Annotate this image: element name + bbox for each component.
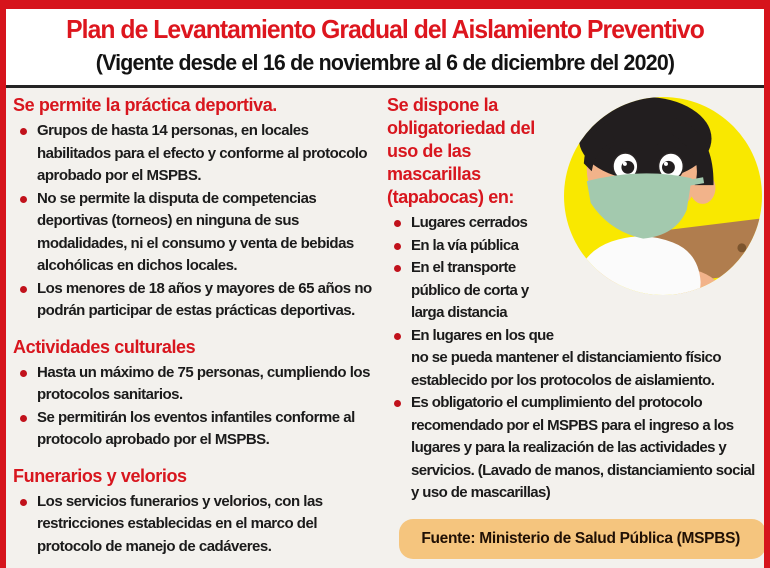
page-title: Plan de Levantamiento Gradual del Aislamiento Preventivo [66, 14, 704, 44]
list-item-text: Lugares cerrados [411, 214, 528, 231]
bullet-icon [20, 370, 27, 377]
bullet-icon [20, 415, 27, 422]
list-item [13, 407, 379, 452]
list-item [13, 120, 379, 188]
list-item-text: Los menores de 18 años y mayores de 65 años no podrán participar de estas prácticas deportivas. [37, 279, 372, 319]
header [0, 0, 770, 82]
bullet-icon [20, 196, 27, 203]
bullet-icon [20, 499, 27, 506]
bullet-list-mascarillas [387, 212, 762, 505]
left-red-bar [0, 0, 6, 568]
list-item-text: Hasta un máximo de 75 personas, cumpliendo los protocolos sanitarios. [37, 363, 370, 403]
list-item [13, 491, 379, 559]
top-red-bar [0, 0, 770, 9]
right-column [387, 92, 762, 568]
bullet-icon [394, 220, 401, 227]
bullet-icon [394, 265, 401, 272]
bullet-icon [20, 286, 27, 293]
content [0, 88, 770, 568]
list-item-text: Los servicios funerarios y velorios, con las restricciones establecidas en el marco del protocolo de manejo de cadáveres. [37, 492, 323, 555]
section-heading-culturales: Actividades culturales [13, 336, 196, 357]
list-item [387, 325, 762, 393]
bullet-icon [394, 333, 401, 340]
page-subtitle: (Vigente desde el 16 de noviembre al 6 de diciembre del 2020) [95, 50, 675, 75]
list-item-text: Es obligatorio el cumplimiento del protocolo recomendado por el MSPBS para el ingreso a los lugares y para la realización de las actividades y servicios. (Lavado de manos, distanciamiento social y uso de mascarillas) [411, 394, 755, 501]
section-heading-deportes: Se permite la práctica deportiva. [13, 95, 277, 115]
list-item-text: En la vía pública [411, 236, 519, 254]
section-heading-funerarios: Funerarios y velorios [13, 465, 187, 486]
list-item-text: En lugares en los que no se pueda mantener el distanciamiento físico establecido por los protocolos de aislamiento. [411, 326, 721, 389]
list-item-text: En el transporte público de corta y larga distancia [411, 259, 529, 321]
list-item-text: No se permite la disputa de competencias deportivas (torneos) en ninguna de sus modalidades, ni el consumo y venta de bebidas alcohólicas en dichos locales. [37, 189, 354, 274]
right-red-bar [764, 0, 770, 568]
bullet-icon [394, 400, 401, 407]
list-item [13, 362, 379, 407]
bullet-list-deportes [13, 120, 379, 323]
source-badge: Fuente: Ministerio de Salud Pública (MSPBS) [399, 519, 766, 559]
bullet-list-culturales [13, 362, 379, 452]
list-item [13, 188, 379, 278]
left-column [13, 92, 379, 568]
bullet-icon [20, 128, 27, 135]
bullet-icon [394, 243, 401, 250]
list-item [387, 257, 762, 325]
section-heading-mascarillas: Se dispone la obligatoriedad del uso de las mascarillas (tapabocas) en: [387, 95, 535, 207]
list-item-text: Grupos de hasta 14 personas, en locales habilitados para el efecto y conforme al protocolo aprobado por el MSPBS. [37, 122, 368, 184]
list-item [387, 212, 762, 235]
list-item [387, 392, 762, 505]
list-item [13, 278, 379, 323]
list-item-text: Se permitirán los eventos infantiles conforme al protocolo aprobado por el MSPBS. [37, 408, 355, 448]
list-item [387, 235, 762, 258]
bullet-list-funerarios [13, 491, 379, 559]
